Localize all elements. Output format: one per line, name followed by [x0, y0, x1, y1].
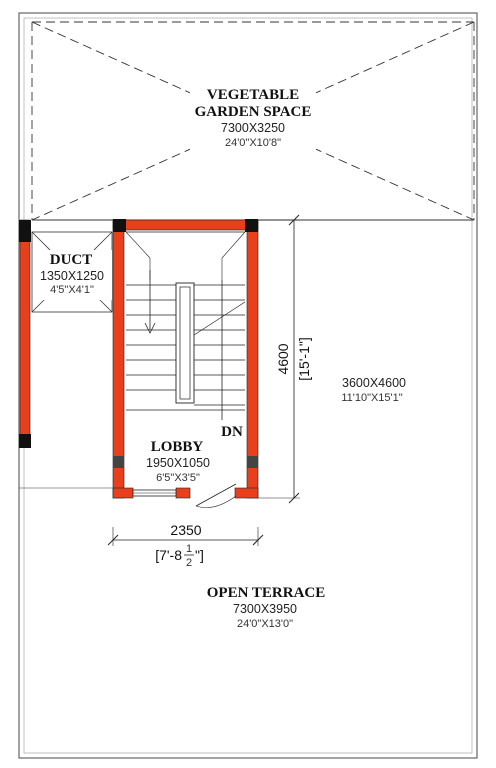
terrace-right-size: 3600X4600 [342, 376, 406, 390]
stair-height-ft: [15'-1"] [296, 337, 312, 381]
open-terrace-name: OPEN TERRACE [206, 585, 326, 601]
garden-size: 7300X3250 [221, 121, 285, 135]
garden-size-ft: 24'0"X10'8" [224, 137, 282, 149]
lobby-window [133, 490, 176, 496]
duct-size-ft: 4'5"X4'1" [50, 284, 94, 296]
open-terrace-size-ft: 24'0"X13'0" [236, 618, 294, 630]
lobby-name: LOBBY [150, 439, 204, 455]
lobby-size: 1950X1050 [146, 456, 210, 470]
stair-width-ft-prefix: [7'-8 [155, 547, 182, 563]
column-stair-top-left [113, 219, 126, 232]
open-terrace-size: 7300X3950 [233, 602, 297, 616]
garden-name-line1: VEGETABLE [206, 87, 300, 103]
duct-size: 1350X1250 [40, 269, 104, 283]
column-stair-top-right [245, 219, 258, 232]
column-stair-bottom-left [113, 456, 124, 468]
left-parapet-wall [20, 220, 30, 445]
duct-name: DUCT [49, 252, 93, 268]
lobby-size-ft: 6'5"X3'5" [156, 472, 200, 484]
staircase [126, 232, 245, 420]
stair-direction-label: DN [221, 424, 243, 440]
lobby-door [196, 484, 236, 508]
stair-width-mm: 2350 [170, 522, 202, 538]
column-left-bottom [19, 434, 31, 448]
column-left-top [19, 220, 31, 242]
stair-width-ft-suffix: "] [195, 547, 204, 563]
stair-height-mm: 4600 [275, 343, 291, 375]
terrace-right-size-ft: 11'10"X15'1" [341, 392, 403, 404]
column-stair-bottom-right [247, 456, 258, 468]
stair-width-ft-den: 2 [185, 557, 193, 569]
stair-width-ft-num: 1 [185, 543, 193, 555]
garden-name-line2: GARDEN SPACE [194, 104, 312, 120]
